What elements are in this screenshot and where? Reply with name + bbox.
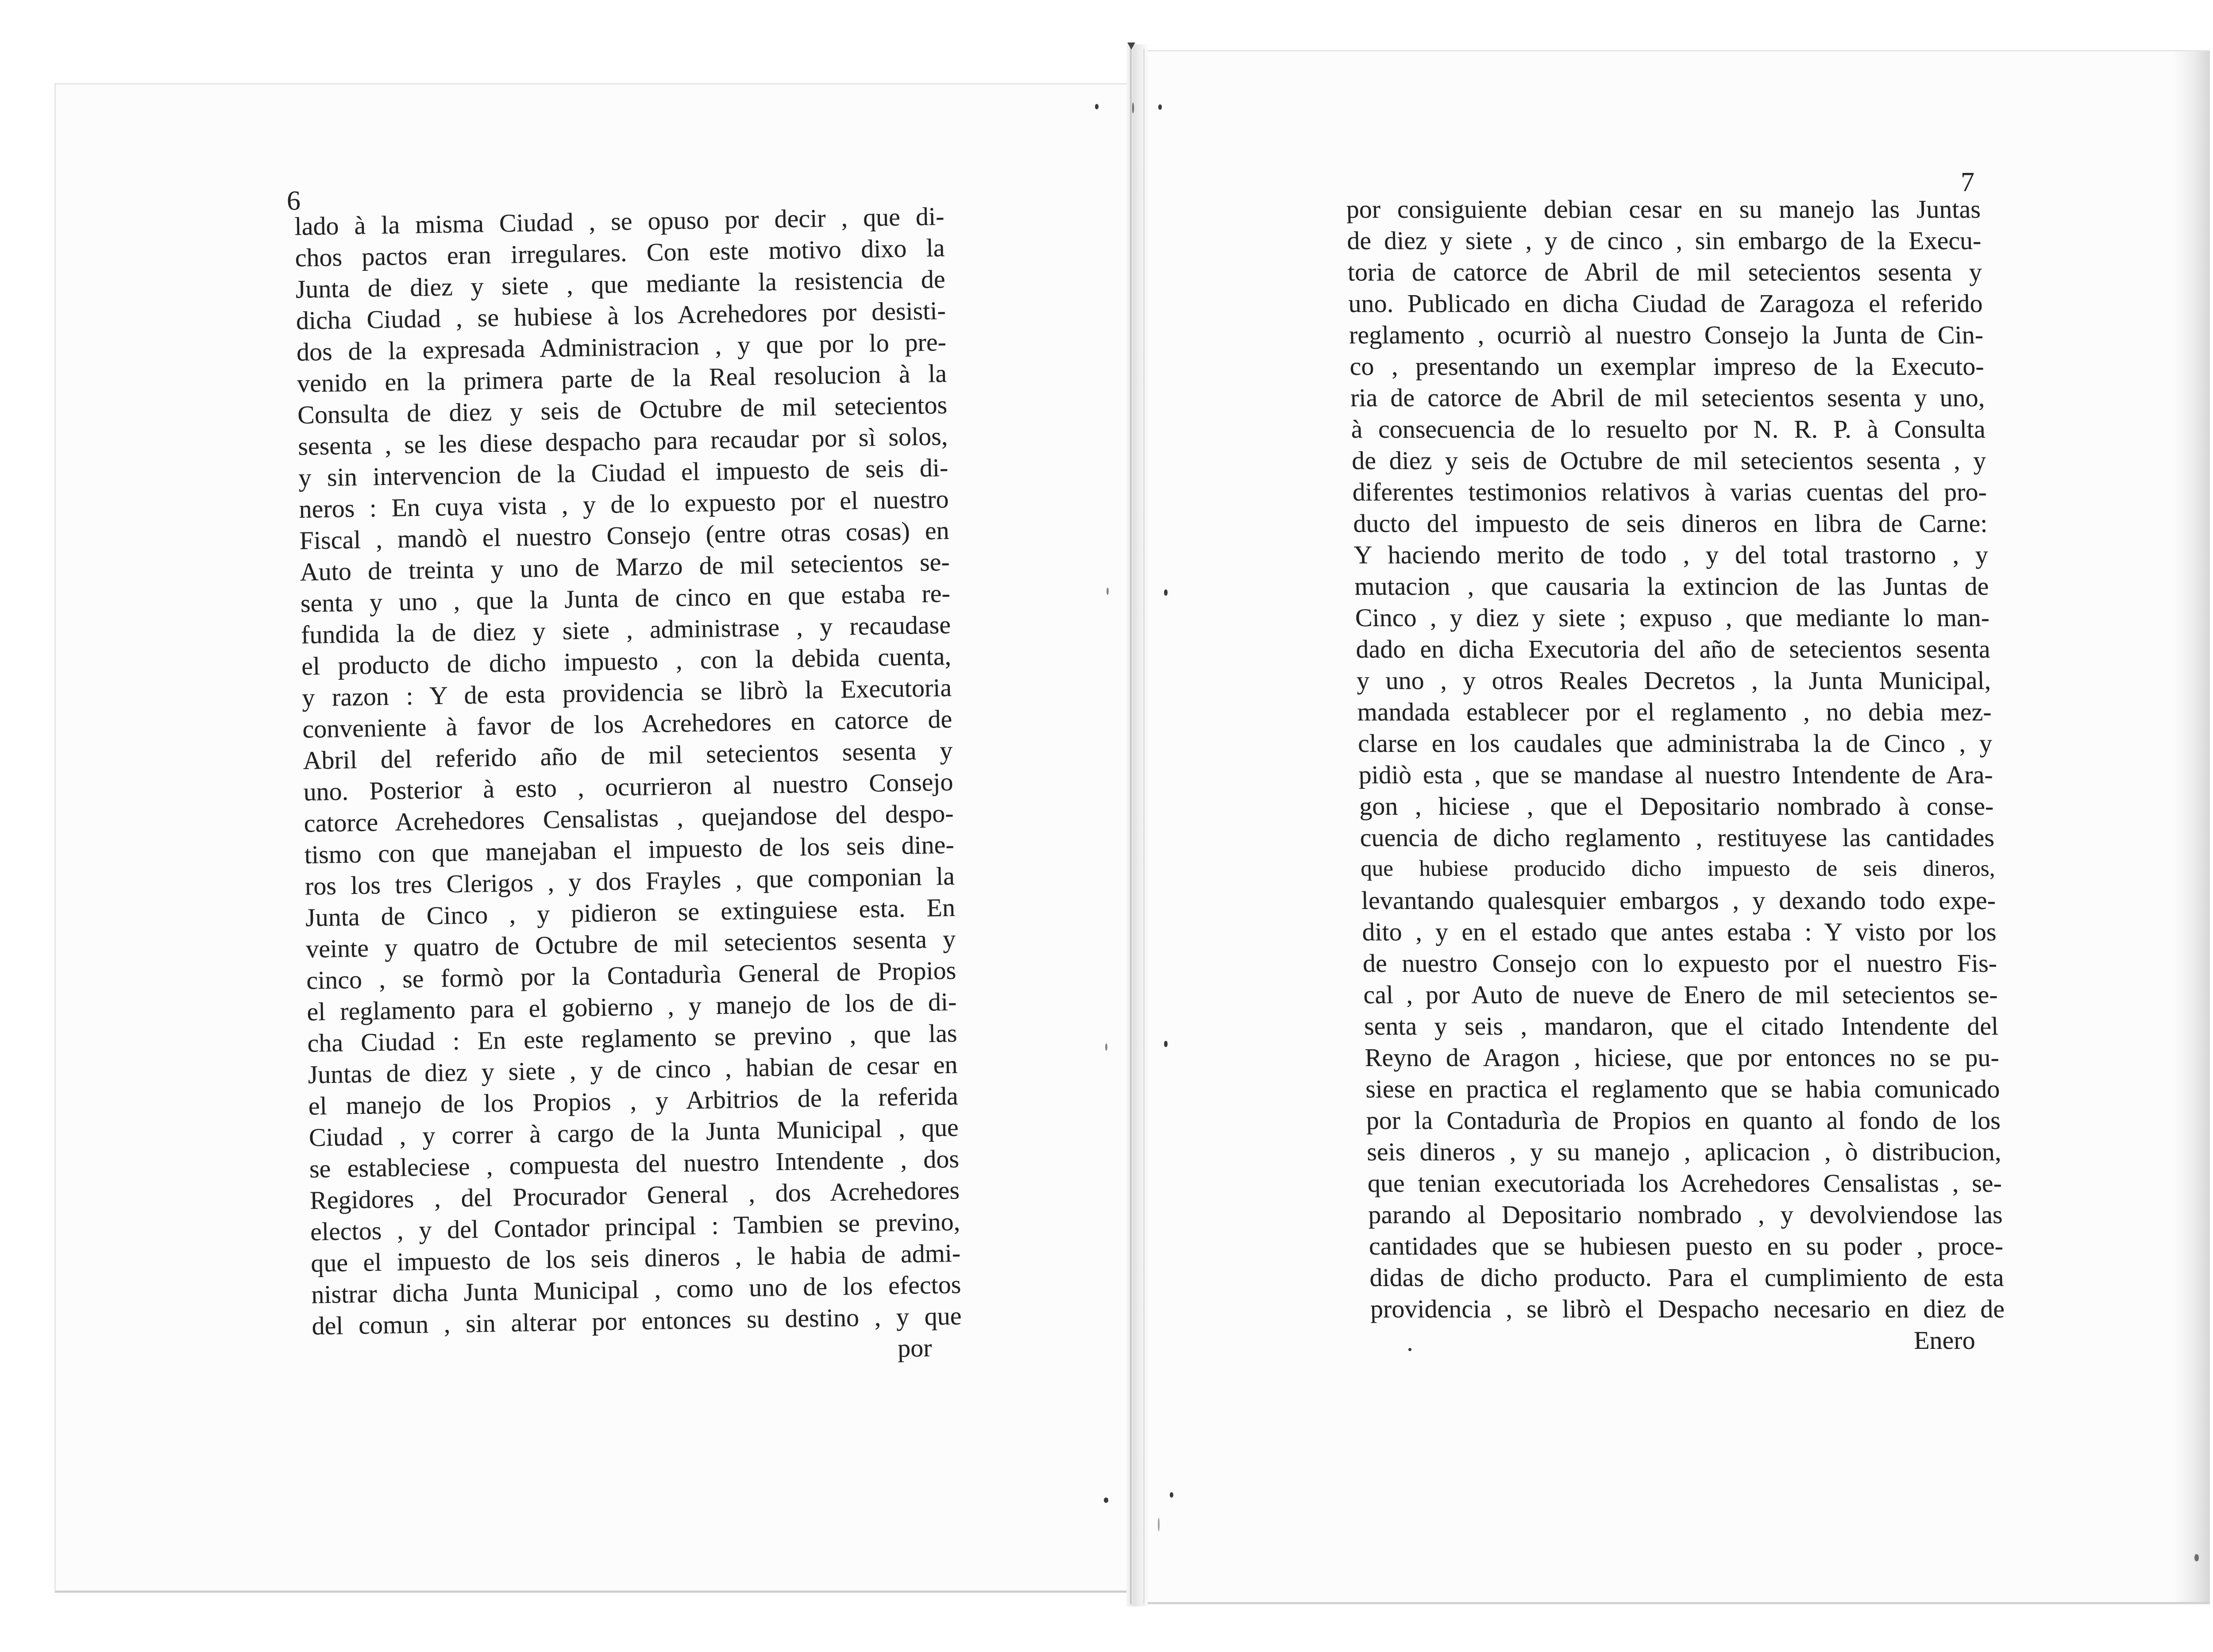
text-line: seis dineros , y su manejo , aplicacion , ò distribucion,: [1366, 1137, 2001, 1166]
text-line: didas de dicho producto. Para el cumplimiento de esta: [1369, 1263, 2005, 1292]
gutter-fold-line: [1143, 49, 1145, 1604]
text-line: parando al Depositario nombrado , y devolviendose las: [1368, 1200, 2003, 1229]
binding-mark: [1105, 1044, 1107, 1051]
catchword: Enero: [1913, 1326, 1976, 1355]
binding-mark: [1158, 1518, 1160, 1531]
text-line: gon , hiciese , que el Depositario nombrado à conse-: [1359, 792, 1994, 820]
text-line: dito , y en el estado que antes estaba : Y visto por los: [1361, 917, 1997, 946]
text-line: que hubiese producido dicho impuesto de seis dineros,: [1360, 856, 1995, 881]
text-line: del comun , sin alterar por entonces su destino , y que: [312, 1301, 962, 1340]
text-line: cuencia de dicho reglamento , restituyese las cantidades: [1360, 823, 1995, 852]
text-line: Fiscal , mandò el nuestro Consejo (entre otras cosas) en: [299, 516, 950, 555]
text-line: neros : En cuya vista , y de lo expuesto por el nuestro: [299, 484, 949, 524]
text-line: pidiò esta , que se mandase al nuestro Intendente de Ara-: [1358, 760, 1993, 789]
text-line: mutacion , que causaria la extincion de las Juntas de: [1354, 572, 1989, 601]
text-line: que el impuesto de los seis dineros , le habia de admi-: [310, 1238, 961, 1278]
page-number: 7: [1961, 167, 1974, 197]
binding-mark: [1132, 103, 1134, 113]
text-line: senta y uno , que la Junta de cinco en que estaba re-: [300, 578, 951, 618]
text-line: Reyno de Aragon , hiciese, que por entonces no se pu-: [1364, 1043, 2000, 1072]
binding-mark: [1164, 1041, 1168, 1047]
catchword: por: [897, 1333, 933, 1363]
text-line: venido en la primera parte de la Real resolucion à la: [297, 358, 947, 398]
text-line: Junta de diez y siete , que mediante la resistencia de: [295, 264, 946, 304]
text-line: tismo con que manejaban el impuesto de los seis dine-: [304, 830, 955, 869]
binding-mark: [1095, 104, 1099, 109]
text-line: reglamento , ocurriò al nuestro Consejo la Junta de Cin-: [1349, 320, 1984, 349]
text-line: Junta de Cinco , y pidieron se extinguiese esta. En: [305, 893, 956, 932]
page-number: 6: [287, 186, 301, 216]
text-line: de nuestro Consejo con lo expuesto por el nuestro Fis-: [1362, 949, 1997, 978]
ink-speck: [2194, 1554, 2199, 1561]
text-line: Abril del referido año de mil setecientos sesenta y: [303, 736, 953, 775]
text-line: chos pactos eran irregulares. Con este motivo dixo la: [295, 233, 945, 272]
text-line: veinte y quatro de Octubre de mil setecientos sesenta y: [305, 924, 956, 963]
text-line: ducto del impuesto de seis dineros en libra de Carne:: [1353, 509, 1988, 538]
text-line: co , presentando un exemplar impreso de la Executo-: [1349, 352, 1985, 381]
text-line: providencia , se librò el Despacho necesario en diez de: [1370, 1294, 2005, 1323]
text-line: Auto de treinta y uno de Marzo de mil setecientos se-: [300, 547, 950, 586]
text-line: por la Contadurìa de Propios en quanto al fondo de los: [1365, 1106, 2001, 1135]
text-line: dado en dicha Executoria del año de setecientos sesenta: [1355, 635, 1991, 663]
text-line: de diez y seis de Octubre de mil setecientos sesenta , y: [1351, 446, 1986, 475]
text-line: nistrar dicha Junta Municipal , como uno de los efectos: [311, 1270, 961, 1309]
right-page-text: [1346, 193, 2005, 1356]
text-line: dicha Ciudad , se hubiese à los Acrehedores por desisti-: [296, 296, 946, 335]
text-line: cha Ciudad : En este reglamento se previno , que las: [307, 1018, 957, 1058]
text-line: el reglamento para el gobierno , y manejo de los de di-: [306, 987, 957, 1026]
text-line: que tenian executoriada los Acrehedores Censalistas , se-: [1367, 1169, 2002, 1198]
text-line: clarse en los caudales que administraba la de Cinco , y: [1357, 729, 1993, 758]
text-line: cinco , se formò por la Contadurìa General de Propios: [306, 955, 956, 995]
text-line: conveniente à favor de los Acrehedores en catorce de: [302, 704, 952, 743]
text-line: por consiguiente debian cesar en su manejo las Juntas: [1346, 195, 1981, 223]
text-line: lado à la misma Ciudad , se opuso por decir , que di-: [294, 201, 945, 241]
text-line: Cinco , y diez y siete ; expuso , que mediante lo man-: [1355, 603, 1990, 632]
text-line: ria de catorce de Abril de mil setecientos sesenta y uno,: [1350, 383, 1985, 412]
text-line: se estableciese , compuesta del nuestro Intendente , dos: [309, 1144, 960, 1183]
text-line: dos de la expresada Administracion , y que por lo pre-: [296, 327, 947, 366]
binding-mark: [1104, 1498, 1108, 1503]
text-line: uno. Publicado en dicha Ciudad de Zaragoza el referido: [1348, 289, 1983, 318]
text-line: ros los tres Clerigos , y dos Frayles , que componian la: [305, 861, 955, 901]
text-line: Y haciendo merito de todo , y del total trastorno , y: [1353, 540, 1989, 569]
text-line: cal , por Auto de nueve de Enero de mil setecientos se-: [1363, 980, 1998, 1009]
text-line: à consecuencia de lo resuelto por N. R. P. à Consulta: [1350, 415, 1986, 443]
left-page-text: [294, 200, 962, 1373]
text-line: y sin intervencion de la Ciudad el impuesto de seis di-: [298, 453, 948, 492]
text-line: levantando qualesquier embargos , y dexando todo expe-: [1361, 886, 1996, 915]
gutter-fold-line: [1130, 46, 1132, 1604]
text-line: de diez y siete , y de cinco , sin embargo de la Execu-: [1346, 226, 1982, 255]
text-line: Ciudad , y correr à cargo de la Junta Municipal , que: [308, 1113, 959, 1152]
binding-mark: [1158, 104, 1162, 110]
text-line: el producto de dicho impuesto , con la debida cuenta,: [301, 641, 952, 681]
text-line: y razon : Y de esta providencia se librò la Executoria: [301, 673, 952, 712]
text-line: toria de catorce de Abril de mil setecientos sesenta y: [1347, 258, 1982, 286]
text-line: senta y seis , mandaron, que el citado Intendente del: [1364, 1012, 1999, 1040]
text-line: Regidores , del Procurador General , dos Acrehedores: [309, 1175, 960, 1215]
text-line: el manejo de los Propios , y Arbitrios de la referida: [308, 1081, 959, 1121]
text-line: Juntas de diez y siete , y de cinco , habian de cesar en: [308, 1050, 958, 1089]
text-line: cantidades que se hubiesen puesto en su poder , proce-: [1369, 1232, 2004, 1260]
text-line: catorce Acrehedores Censalistas , quejandose del despo-: [304, 798, 954, 838]
text-line: y uno , y otros Reales Decretos , la Junta Municipal,: [1356, 666, 1991, 695]
text-line: mandada establecer por el reglamento , no debia mez-: [1357, 697, 1992, 726]
binding-mark: [1170, 1492, 1173, 1498]
binding-mark: [1164, 589, 1168, 596]
binding-mark: [1106, 588, 1109, 595]
text-line: diferentes testimonios relativos à varias cuentas del pro-: [1352, 478, 1987, 506]
text-line: fundida la de diez y siete , administrase , y recaudase: [301, 610, 951, 649]
text-line: electos , y del Contador principal : Tambien se previno,: [310, 1207, 960, 1246]
text-line: siese en practica el reglamento que se habia comunicado: [1365, 1074, 2000, 1103]
binding-mark: [1127, 42, 1135, 50]
text-line: uno. Posterior à esto , ocurrieron al nuestro Consejo: [303, 767, 953, 806]
text-line: sesenta , se les diese despacho para recaudar por sì solos,: [297, 421, 948, 461]
text-line: Consulta de diez y seis de Octubre de mil setecientos: [297, 390, 948, 429]
